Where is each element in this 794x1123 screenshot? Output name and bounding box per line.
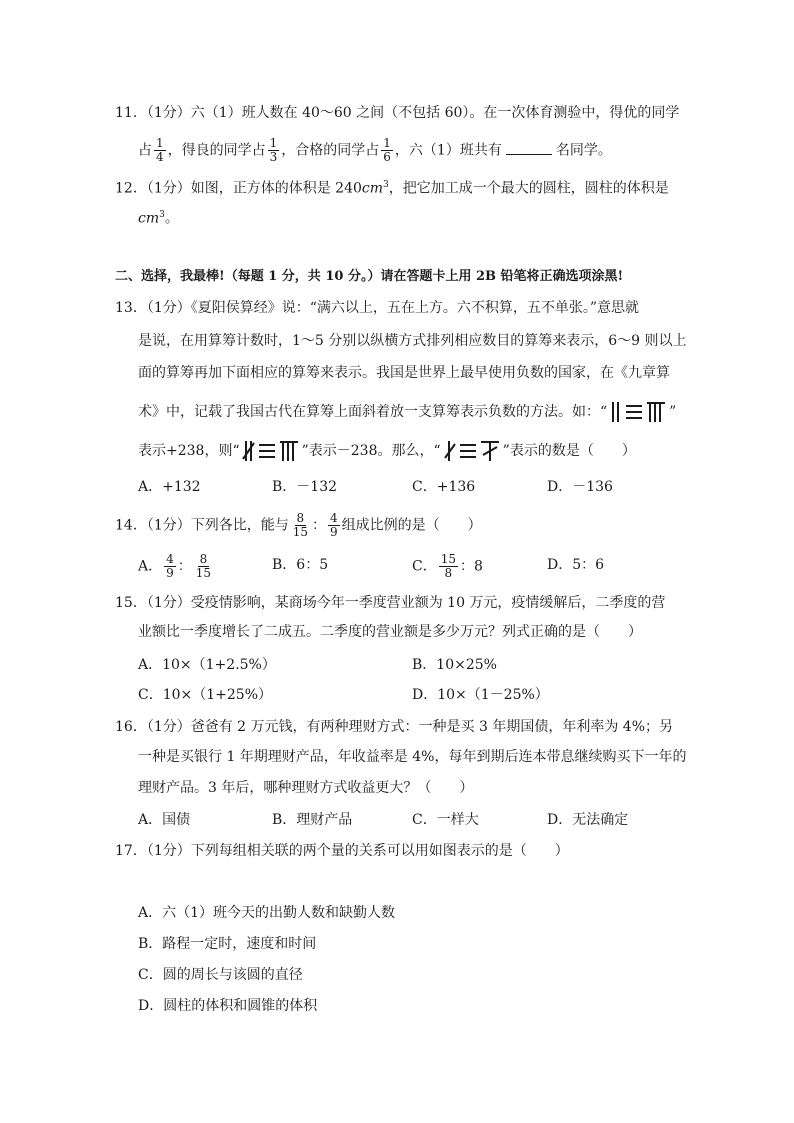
q16-line-1: 16．（1分）爸爸有 2 万元钱，有两种理财方式：一种是买 3 年期国债，年利率为 4%；另: [115, 719, 673, 735]
q15-line-1: 15．（1分）受疫情影响，某商场今年一季度营业额为 10 万元，疫情缓解后，二季度的营: [115, 595, 666, 611]
q13-line-5: [138, 439, 636, 463]
q16-line-3: 理财产品。3 年后，哪种理财方式收益更大？（ ）: [138, 780, 474, 796]
q17-option-d[interactable]: D．圆柱的体积和圆锥的体积: [138, 998, 318, 1014]
q12-line-2: [138, 205, 179, 229]
answer-blank[interactable]: [506, 140, 552, 155]
q11-line-1: 11．（1分）六（1）班人数在 40～60 之间（不包括 60）。在一次体育测验中，得优的同学: [115, 105, 680, 121]
unit-cm: cm: [361, 180, 384, 197]
q17-line-1: 17．（1分）下列每组相关联的两个量的关系可以用如图表示的是（ ）: [115, 843, 569, 859]
q13-line-1: 13．（1分）《夏阳侯算经》说：“满六以上，五在上方。六不积算，五不单张。”意思就: [115, 300, 640, 316]
unit-cm: cm: [138, 210, 160, 227]
q11-text: 占: [138, 142, 152, 159]
counting-rods-minus-238: [242, 439, 300, 463]
section-heading: 二、选择，我最棒!（每题 1 分，共 10 分。）请在答题卡上用 2B 铅笔将正确选项涂黑!: [115, 269, 624, 284]
q11-text: ，得良的同学占: [167, 142, 266, 159]
q14-option-d[interactable]: D．5：6: [547, 557, 605, 573]
fraction-4-9: $\frac{4}{9}$: [166, 552, 174, 580]
fraction-15-8: $\frac{15}{8}$: [440, 552, 456, 580]
fraction-4-9: $\frac{4}{9}$: [330, 511, 338, 539]
q13-option-b[interactable]: B．－132: [272, 479, 338, 495]
q14-line-1: [115, 512, 482, 539]
q14-option-b[interactable]: B．6：5: [272, 557, 329, 573]
q14-text: 组成比例的是（ ）: [341, 517, 482, 534]
q11-text: ，合格的同学占: [281, 142, 380, 159]
q14-option-c[interactable]: C． $\frac{15}{8}$ ：8: [412, 552, 483, 580]
q13-text: ”: [669, 404, 677, 420]
unit-exponent: 3: [159, 210, 165, 220]
q15-option-b[interactable]: B．10×25%: [412, 657, 497, 673]
q16-option-b[interactable]: B．理财产品: [272, 812, 353, 828]
q11-text: 名同学。: [555, 142, 612, 159]
q15-option-d[interactable]: D．10×（1－25%）: [412, 687, 549, 703]
q13-text: ”表示的数是（ ）: [502, 443, 636, 459]
ratio-colon: ：: [312, 517, 327, 534]
counting-rods-plus-238: [609, 400, 667, 424]
q13-option-c[interactable]: C．+136: [412, 479, 476, 495]
q16-line-2: 一种是买银行 1 年期理财产品，年收益率是 4%，每年到期后连本带息继续购买下一年的: [138, 749, 687, 765]
q13-text: 术》中，记载了我国古代在算筹上面斜着放一支算筹表示负数的方法。如：“: [138, 404, 608, 420]
q13-option-a[interactable]: A．+132: [138, 479, 201, 495]
q12-line-1: [115, 175, 669, 199]
q11-line-2: [138, 137, 612, 164]
q17-option-a[interactable]: A．六（1）班今天的出勤人数和缺勤人数: [138, 905, 396, 921]
fraction-8-15: $\frac{8}{15}$: [292, 511, 309, 539]
q12-text: ，把它加工成一个最大的圆柱，圆柱的体积是: [388, 180, 669, 197]
q16-option-a[interactable]: A．国债: [138, 812, 191, 828]
q17-option-b[interactable]: B．路程一定时，速度和时间: [138, 936, 317, 952]
q17-option-c[interactable]: C．圆的周长与该圆的直径: [138, 967, 303, 983]
q13-line-2: 是说，在用算筹计数时，1～5 分别以纵横方式排列相应数目的算筹来表示，6～9 则以上: [138, 333, 687, 349]
q11-text: ，六（1）班共有: [394, 142, 502, 159]
fraction-8-15: $\frac{8}{15}$: [195, 552, 212, 580]
q13-option-d[interactable]: D．－136: [547, 479, 613, 495]
q13-line-4: [138, 400, 676, 424]
unit-exponent: 3: [383, 180, 389, 190]
q14-option-a[interactable]: A． $\frac{4}{9}$ ： $\frac{8}{15}$: [138, 552, 212, 580]
fraction-1-4: $\frac{1}{4}$: [156, 136, 164, 164]
q12-text: 12．（1分）如图，正方体的体积是 240: [115, 180, 362, 197]
fraction-1-3: $\frac{1}{3}$: [269, 136, 278, 164]
q15-option-a[interactable]: A．10×（1+2.5%）: [138, 657, 276, 673]
q14-text: 14．（1分）下列各比，能与: [115, 517, 289, 534]
fraction-1-6: $\frac{1}{6}$: [383, 136, 391, 164]
q15-option-c[interactable]: C．10×（1+25%）: [138, 687, 273, 703]
q16-option-d[interactable]: D．无法确定: [547, 812, 629, 828]
counting-rods-question: [443, 439, 501, 463]
q16-option-c[interactable]: C．一样大: [412, 812, 479, 828]
q12-text: 。: [164, 210, 179, 227]
q13-text: 表示+238，则“: [138, 443, 240, 459]
q13-text: ”表示－238。那么，“: [301, 443, 441, 459]
q13-line-3: 面的算筹再加下面相应的算筹来表示。我国是世界上最早使用负数的国家，在《九章算: [138, 365, 670, 381]
q15-line-2: 业额比一季度增长了二成五。二季度的营业额是多少万元？列式正确的是（ ）: [138, 624, 642, 640]
